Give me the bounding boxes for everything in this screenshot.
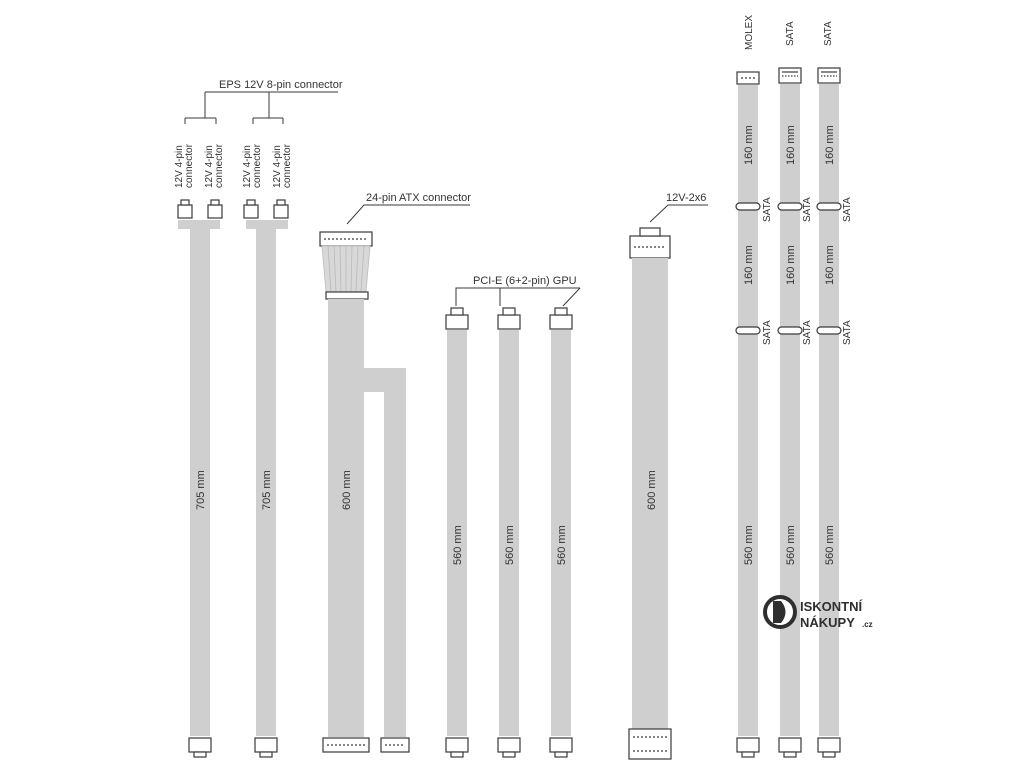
molex-label: MOLEX (744, 14, 755, 50)
sata-end-connector-icon (818, 738, 840, 757)
hpwr-end-connector-icon (629, 729, 671, 759)
cable-length-label: 705 mm (195, 470, 207, 510)
sata-inline-label: SATA (802, 320, 813, 345)
segment-length-label: 160 mm (785, 245, 797, 285)
cpu4pin-label-4a: 12V 4-pin (272, 145, 283, 188)
sata-chain-cable-2 (817, 68, 853, 757)
eps-label: EPS 12V 8-pin connector (219, 79, 343, 91)
sata-end-connector-icon (779, 738, 801, 757)
discount-logo-icon (765, 597, 795, 627)
pcie-label: PCI-E (6+2-pin) GPU (473, 275, 577, 287)
segment-length-label: 160 mm (743, 245, 755, 285)
cable-length-label: 560 mm (556, 525, 568, 565)
pcie-connector-icon (550, 308, 572, 329)
atx-cable (320, 232, 409, 752)
pcie-connector-icon (446, 308, 468, 329)
hpwr-cable (629, 228, 671, 759)
pcie-header (456, 288, 580, 306)
eps-cable-2 (244, 200, 288, 757)
watermark-line1: ISKONTNÍ (800, 599, 863, 614)
pcie-cable-3 (550, 308, 572, 757)
cpu4pin-label-3b: connector (252, 144, 263, 188)
cpu4pin-connector-icon (244, 200, 288, 218)
segment-length-label: 160 mm (824, 245, 836, 285)
sata-inline-label: SATA (802, 197, 813, 222)
molex-connector-icon (737, 72, 759, 84)
eps-4pin-labels (174, 143, 293, 188)
cpu4pin-label-1b: connector (184, 144, 195, 188)
cpu4pin-connector-icon (178, 200, 222, 218)
pcie-end-connector-icon (498, 738, 520, 757)
eps-end-connector-icon (255, 738, 277, 757)
sata-chain-cable-1 (778, 68, 813, 757)
eps-end-connector-icon (189, 738, 211, 757)
watermark-logo (765, 597, 873, 630)
segment-length-label: 160 mm (743, 125, 755, 165)
cpu4pin-label-2a: 12V 4-pin (204, 145, 215, 188)
sata-inline-label: SATA (762, 197, 773, 222)
pcie-connector-icon (498, 308, 520, 329)
segment-length-label: 160 mm (824, 125, 836, 165)
sata-inline-label: SATA (762, 320, 773, 345)
sata-top-label-2: SATA (823, 21, 834, 46)
atx-label: 24-pin ATX connector (366, 192, 471, 204)
cable-length-label: 705 mm (261, 470, 273, 510)
atx-header (347, 205, 470, 224)
atx-end-connector-icon (323, 738, 409, 752)
cable-length-label: 600 mm (341, 470, 353, 510)
segment-length-label: 560 mm (743, 525, 755, 565)
cpu4pin-label-1a: 12V 4-pin (174, 145, 185, 188)
pcie-cable-2 (498, 308, 520, 757)
molex-end-connector-icon (737, 738, 759, 757)
pcie-end-connector-icon (550, 738, 572, 757)
molex-chain-cable (736, 72, 773, 757)
watermark-suffix: .cz (862, 620, 873, 629)
segment-length-label: 560 mm (824, 525, 836, 565)
eps-header (185, 92, 338, 124)
cpu4pin-label-2b: connector (214, 144, 225, 188)
sata-top-label-1: SATA (785, 21, 796, 46)
hpwr-label: 12V-2x6 (666, 192, 707, 204)
cable-length-label: 560 mm (452, 525, 464, 565)
hpwr-header (650, 205, 708, 222)
segment-length-label: 560 mm (785, 525, 797, 565)
pcie-cable-1 (446, 308, 468, 757)
sata-connector-icon (818, 68, 840, 83)
cpu4pin-label-3a: 12V 4-pin (242, 145, 253, 188)
pcie-end-connector-icon (446, 738, 468, 757)
cpu4pin-label-4b: connector (282, 144, 293, 188)
hpwr-connector-icon (630, 228, 670, 258)
sata-connector-icon (779, 68, 801, 83)
sata-inline-label: SATA (842, 320, 853, 345)
sata-inline-label: SATA (842, 197, 853, 222)
watermark-line2: NÁKUPY (800, 615, 855, 630)
atx-24pin-connector-icon (320, 232, 372, 246)
cable-length-label: 560 mm (504, 525, 516, 565)
segment-length-label: 160 mm (785, 125, 797, 165)
cable-length-label: 600 mm (646, 470, 658, 510)
eps-cable-1 (178, 200, 222, 757)
